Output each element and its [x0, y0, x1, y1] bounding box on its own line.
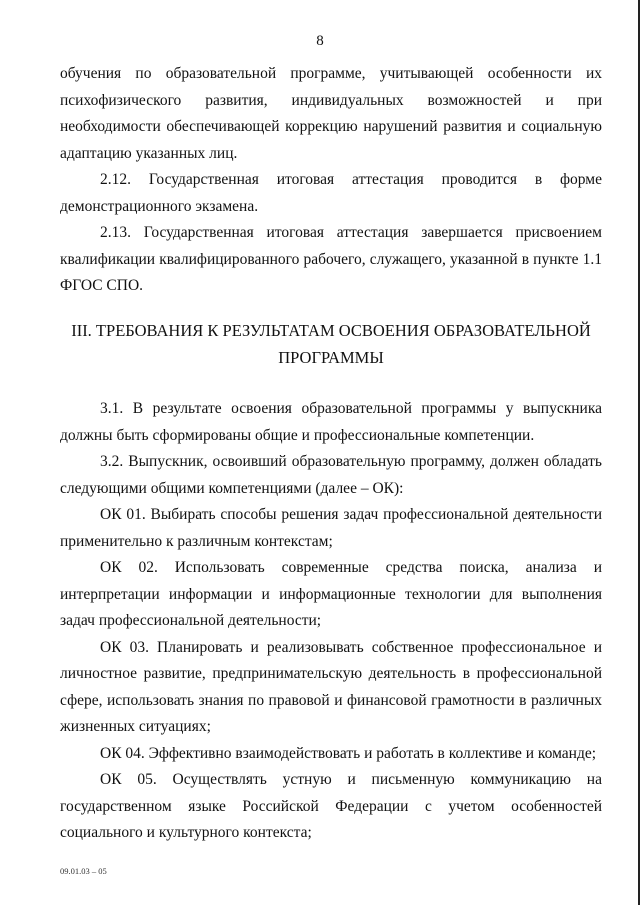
competency-ok-02: ОК 02. Использовать современные средства поиска, анализа и интерпретации информации и информационные технологии для выполнения задач профессиональной деятельности;: [60, 559, 602, 629]
paragraph-3-1: 3.1. В результате освоения образовательной программы у выпускника должны быть сформированы общие и профессиональные компетенции.: [60, 400, 602, 444]
heading-line-2: ПРОГРАММЫ: [278, 348, 384, 367]
section-heading: [60, 317, 602, 371]
paragraph-2-13: 2.13. Государственная итоговая аттестация завершается присвоением квалификации квалифицированного рабочего, служащего, указанной в пункте 1.1 ФГОС СПО.: [60, 224, 602, 294]
page-number: 8: [316, 33, 324, 49]
paragraph-continuation: обучения по образовательной программе, учитывающей особенности их психофизического развития, индивидуальных возможностей и при необходимости обеспечивающей коррекцию нарушений развития и социальную адаптацию указанных лиц.: [60, 65, 602, 162]
competency-ok-05: ОК 05. Осуществлять устную и письменную коммуникацию на государственном языке Российской Федерации с учетом особенностей социального и культурного контекста;: [60, 771, 602, 841]
footer-code: 09.01.03 – 05: [60, 866, 107, 876]
paragraph-2-12: 2.12. Государственная итоговая аттестация проводится в форме демонстрационного экзамена.: [60, 171, 602, 215]
text-block-section-3: [60, 396, 602, 847]
paragraph-3-2: 3.2. Выпускник, освоивший образовательную программу, должен обладать следующими общими компетенциями (далее – ОК):: [60, 453, 602, 497]
competency-ok-04: ОК 04. Эффективно взаимодействовать и работать в коллективе и команде;: [100, 744, 597, 762]
competency-ok-01: ОК 01. Выбирать способы решения задач профессиональной деятельности применительно к различным контекстам;: [60, 506, 602, 550]
heading-line-1: III. ТРЕБОВАНИЯ К РЕЗУЛЬТАТАМ ОСВОЕНИЯ ОБРАЗОВАТЕЛЬНОЙ: [71, 321, 591, 340]
competency-ok-03: ОК 03. Планировать и реализовывать собственное профессиональное и личностное развитие, предпринимательскую деятельность в профессиональной сфере, использовать знания по правовой и финансовой грамотности в различных жизненных ситуациях;: [60, 638, 602, 735]
text-block-section-2: [60, 61, 602, 300]
